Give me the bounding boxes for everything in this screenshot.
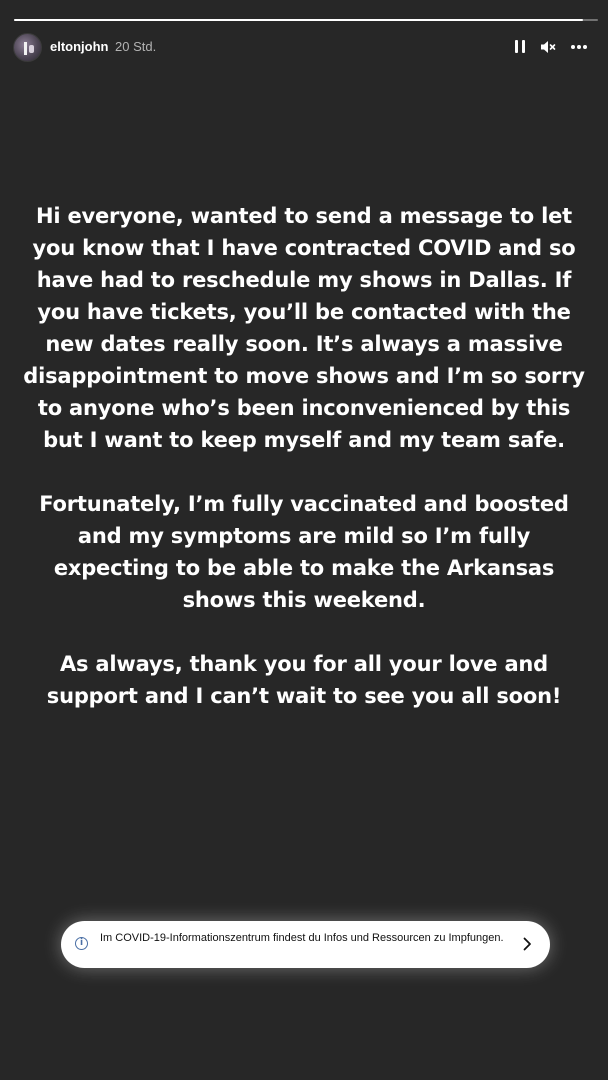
- info-banner-text: Im COVID-19-Informationszentrum findest du Infos und Ressourcen zu Impfungen.: [100, 932, 504, 944]
- message-paragraph: Fortunately, I’m fully vaccinated and boosted and my symptoms are mild so I’m fully expecting to be able to make the Arkansas shows this weekend.: [39, 492, 569, 612]
- story-message: [20, 200, 588, 712]
- story-header: [13, 32, 595, 64]
- username[interactable]: eltonjohn: [50, 39, 109, 54]
- story-progress-fill: [14, 19, 583, 21]
- info-icon: i: [75, 937, 88, 950]
- covid-info-banner[interactable]: [61, 921, 550, 968]
- more-horizontal-icon[interactable]: [571, 38, 589, 56]
- message-paragraph: Hi everyone, wanted to send a message to let you know that I have contracted COVID and so have had to reschedule my shows in Dallas. If you have tickets, you’ll be contacted with the new dates really soon. It’s always a massive disappointment to move shows and I’m so sorry to anyone who’s been inconvenienced by this but I want to keep myself and my team safe.: [23, 204, 585, 452]
- story-timestamp: 20 Std.: [115, 39, 157, 54]
- chevron-right-icon[interactable]: [518, 935, 536, 953]
- message-paragraph: As always, thank you for all your love and support and I can’t wait to see you all soon!: [46, 652, 562, 708]
- story-progress-bar: [14, 19, 598, 21]
- speaker-muted-icon[interactable]: [539, 38, 557, 56]
- pause-icon[interactable]: [513, 38, 527, 56]
- avatar[interactable]: [13, 33, 42, 62]
